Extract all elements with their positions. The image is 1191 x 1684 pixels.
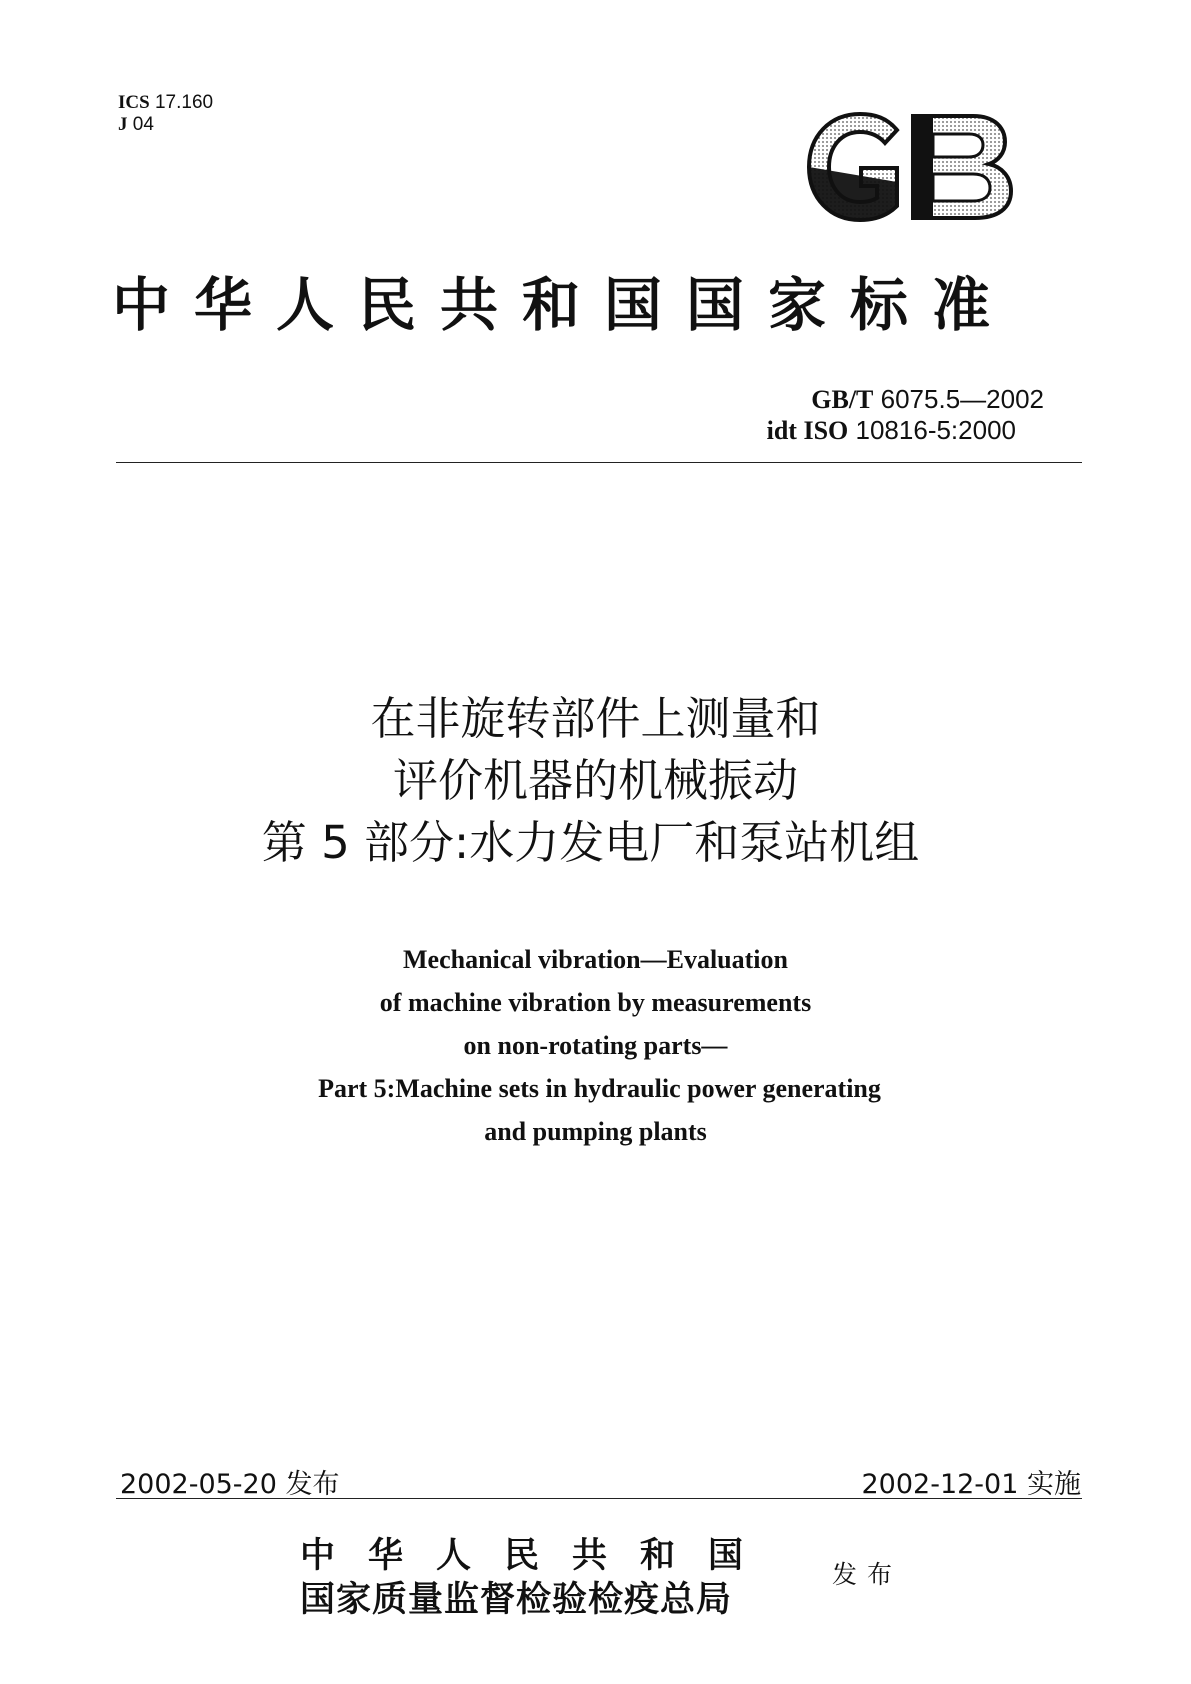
gb-logo-icon [805,112,1015,222]
idt-number: 10816-5:2000 [855,415,1016,445]
ics-label: ICS [118,92,150,113]
english-title-line-2: of machine vibration by measurements [379,988,812,1017]
ics-line [118,92,213,114]
standard-number: 6075.5—2002 [880,384,1044,414]
publisher-line-1: 中华人民共和国 [300,1535,777,1576]
english-title-line-1: Mechanical vibration—Evaluation [403,945,788,974]
english-title-line-4: Part 5:Machine sets in hydraulic power generating [318,1074,881,1103]
j-label: J [118,114,128,135]
chinese-title-line-1: 在非旋转部件上测量和 [370,692,821,745]
standard-number-block [767,384,1044,446]
idt-prefix: idt ISO [766,416,849,445]
chinese-title-line-2: 评价机器的机械振动 [392,754,798,807]
english-title-line-3: on non-rotating parts— [463,1031,728,1060]
j-line [118,114,213,136]
chinese-title [0,688,1191,874]
english-title-line-5: and pumping plants [484,1117,707,1146]
standard-number-line [767,384,1044,415]
publisher-line-2: 国家质量监督检验检疫总局 [300,1579,733,1620]
bottom-divider [116,1498,1082,1499]
publisher-block [300,1534,776,1622]
ics-code: 17.160 [154,92,214,113]
publisher-action: 发布 [832,1560,903,1589]
chinese-title-line-3: 第 5 部分:水力发电厂和泵站机组 [261,816,920,869]
implementation-date: 2002-12-01 实施 [861,1469,1081,1500]
classification-codes [118,92,213,136]
english-title [0,938,1191,1153]
j-code: 04 [132,114,154,135]
standard-prefix: GB/T [811,385,874,414]
issue-date: 2002-05-20 发布 [120,1469,340,1500]
national-standard-title: 中华人民共和国国家标准 [112,271,1015,339]
idt-line [767,415,1016,446]
top-divider [116,462,1082,463]
